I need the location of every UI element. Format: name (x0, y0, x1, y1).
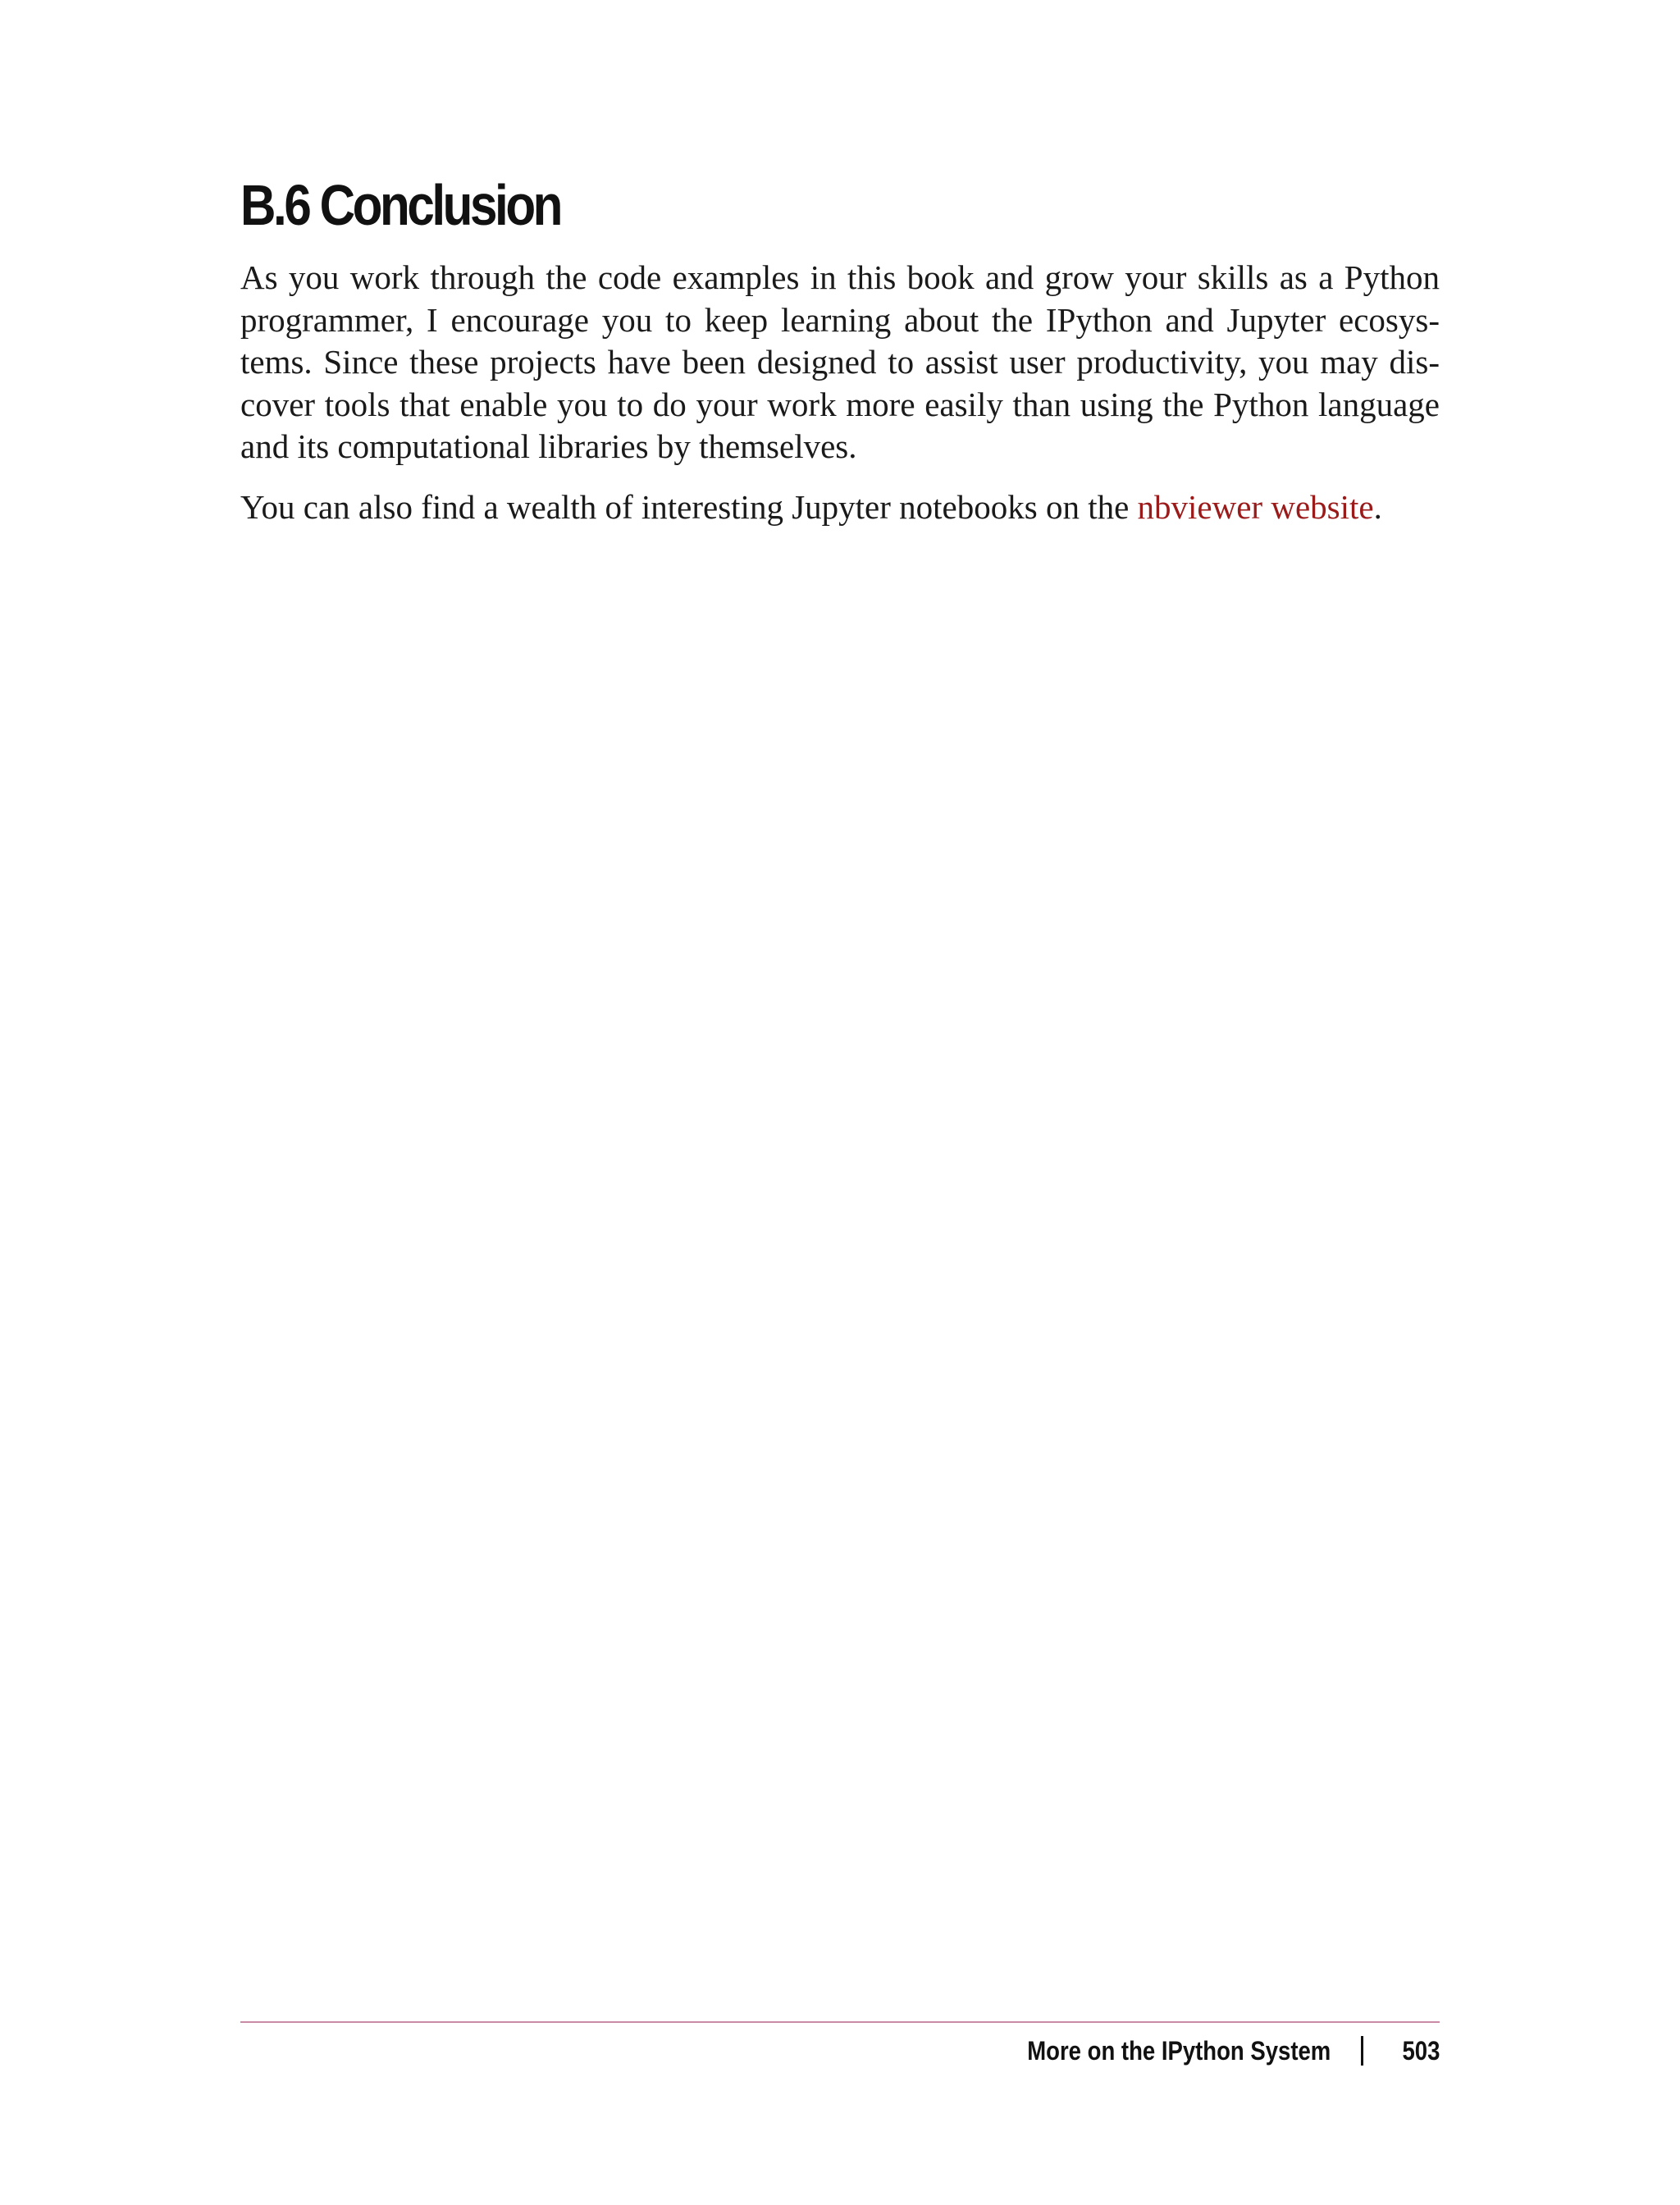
page-footer (978, 2030, 1440, 2071)
conclusion-paragraph: As you work through the code examples in this book and grow your skills as a Python programmer, I encourage you to keep learning about the IPython and Jupyter ecosystems. Since these projects have been designed to assist user productivity, you may discover tools that enable you to do your work more easily than using the Python language and its computational libraries by themselves. (240, 258, 1440, 465)
section-heading: B.6 Conclusion (240, 173, 560, 237)
page-number: 503 (1402, 2036, 1440, 2066)
paragraph-text: You can also find a wealth of interesting Jupyter notebooks on the (240, 487, 1138, 526)
section-content (240, 168, 1440, 528)
footer-separator (1361, 2036, 1363, 2066)
footer-divider (240, 2021, 1440, 2023)
paragraph-end-punctuation: . (1373, 487, 1382, 526)
nbviewer-paragraph (240, 486, 1440, 529)
nbviewer-website-link[interactable]: nbviewer website (1137, 487, 1374, 526)
footer-chapter-title: More on the IPython System (1027, 2036, 1331, 2066)
